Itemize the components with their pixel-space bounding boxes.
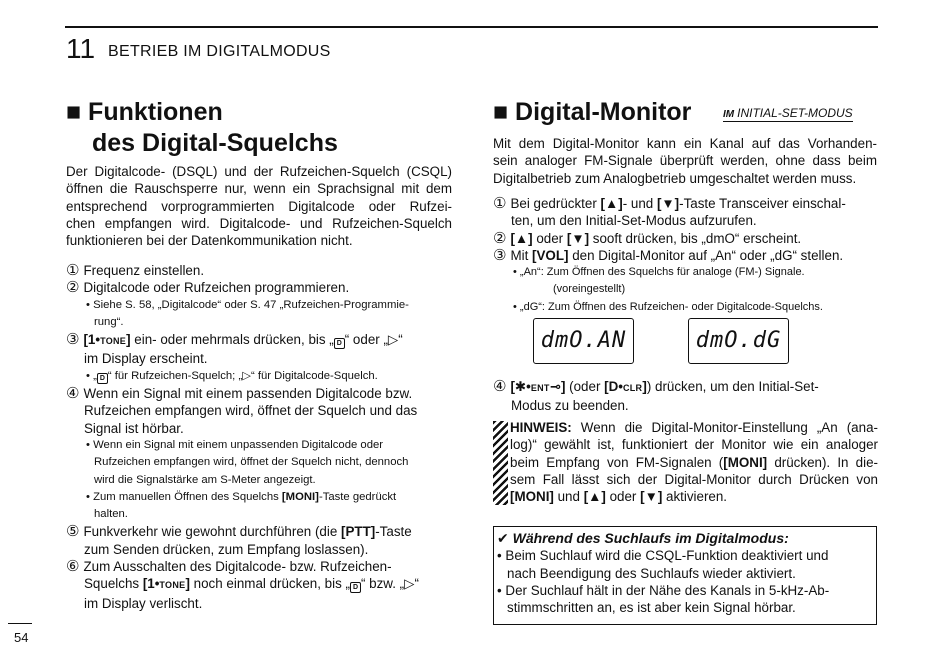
step-5-cont: zum Senden drücken, zum Empfang loslassen). xyxy=(84,541,369,557)
scan-info-bullet-cont: nach Beendigung des Suchlaufs wieder aktiviert. xyxy=(507,565,796,581)
lcd-display-dg: dmO.dG xyxy=(688,318,789,364)
left-intro-line: funktionieren bei der Datenkommunikation nicht. xyxy=(66,233,353,249)
speaker-icon: ▷ xyxy=(242,369,251,382)
header-rule xyxy=(65,26,878,28)
r-step-3-note-cont: (voreingestellt) xyxy=(553,283,626,296)
left-intro-line: öffnen die Rauschsperre nur, wenn ein Sprachsignal mit dem xyxy=(66,181,452,197)
right-intro-line: Digitalbetrieb zum Analogbetrieb umgeschaltet werden muss. xyxy=(493,170,857,186)
left-title-line2: des Digital-Squelchs xyxy=(92,129,338,157)
step-4-note: • Wenn ein Signal mit einem unpassenden Digitalcode oder xyxy=(86,438,384,451)
step-number: ① xyxy=(66,262,80,279)
r-step-1: ① Bei gedrückter [▲]- und [▼]-Taste Transceiver einschal- xyxy=(493,195,846,212)
scan-info-bullet: • Beim Suchlauf wird die CSQL-Funktion deaktiviert und xyxy=(497,548,829,564)
step-4-note-cont: wird die Signalstärke am S-Meter angezeigt. xyxy=(94,473,316,486)
step-6: ⑥ Zum Ausschalten des Digitalcode- bzw. Rufzeichen- xyxy=(66,558,392,576)
right-steps xyxy=(493,195,879,316)
scan-info-bullet-cont: stimmschritten an, es ist aber kein Signal hörbar. xyxy=(507,600,796,616)
scan-info-bullet: • Der Suchlauf hält in der Nähe des Kanals in 5-kHz-Ab- xyxy=(497,582,830,598)
page-number-rule xyxy=(8,623,32,624)
left-intro-line: Der Digitalcode- (DSQL) und der Rufzeichen-Squelch (CSQL) xyxy=(66,164,452,179)
r-step-2: ② [▲] oder [▼] sooft drücken, bis „dmO“ erscheint. xyxy=(493,229,802,247)
note-hatch-icon xyxy=(493,421,508,505)
step-1: ① Frequenz einstellen. xyxy=(66,262,205,279)
chapter-number: 11 xyxy=(66,33,96,64)
step-3-note: • „ D “ für Rufzeichen-Squelch; „▷“ für Digitalcode-Squelch. xyxy=(86,369,378,382)
scan-info-content xyxy=(497,530,873,616)
step-number: ⑤ xyxy=(66,523,80,541)
step-number: ① xyxy=(493,195,507,212)
r-step-3: ③ Mit [VOL] den Digital-Monitor auf „An“ oder „dG“ stellen. xyxy=(493,246,844,264)
step-3: ③ [1•TONE] ein- oder mehrmals drücken, bis „ D “ oder „▷“ xyxy=(66,331,403,349)
scan-info-title: ✔ Während des Suchlaufs im Digitalmodus: xyxy=(497,530,789,546)
step-3-cont: im Display erscheint. xyxy=(84,351,208,367)
step-number: ③ xyxy=(493,246,507,264)
step-4-cont: Rufzeichen empfangen wird, öffnet der Squelch und das xyxy=(84,403,418,419)
note-label: HINWEIS: xyxy=(510,420,572,435)
note: HINWEIS: Wenn die Digital-Monitor-Einstellung „An (ana- log)“ gewählt ist, funktioniert der Monitor wie ein analoger beim Empfang von FM-Signalen ([MONI] drücken). In die- sem Fall lässt sich der Digital-Monitor durch Drücken von [MONI] und [▲] oder [▼] aktivieren. xyxy=(510,420,878,505)
step-number: ⑥ xyxy=(66,558,80,576)
mode-tag: IM INITIAL-SET-MODUS xyxy=(723,106,853,120)
left-intro-line: entsprechend vorprogrammierten Digitalcode oder Rufzei- xyxy=(66,198,452,214)
right-title: ■ Digital-Monitor xyxy=(493,98,692,126)
step-6-cont: im Display verlischt. xyxy=(84,595,203,611)
step-6-cont: Squelchs [1•TONE] noch einmal drücken, bis „ D “ bzw. „▷“ xyxy=(84,576,419,592)
d-icon: D xyxy=(334,338,345,349)
step-5: ⑤ Funkverkehr wie gewohnt durchführen (die [PTT]-Taste xyxy=(66,523,412,541)
step-4: ④ Wenn ein Signal mit einem passenden Digitalcode bzw. xyxy=(66,385,413,403)
step-number: ③ xyxy=(66,331,80,349)
r-step-1-cont: ten, um den Initial-Set-Modus aufzurufen. xyxy=(511,213,757,229)
left-title-line1: ■ Funktionen xyxy=(66,98,223,126)
step-4-cont: Signal ist hörbar. xyxy=(84,420,184,436)
left-steps xyxy=(66,262,452,612)
step-4-note-2: • Zum manuellen Öffnen des Squelchs [MONI]-Taste gedrückt xyxy=(86,490,397,503)
r-step-4-cont: Modus zu beenden. xyxy=(511,398,629,414)
speaker-icon: ▷ xyxy=(387,332,399,348)
d-icon: D xyxy=(350,582,361,593)
lcd-display-an: dmO.AN xyxy=(533,318,634,364)
left-intro-line: chen empfangen wird. Digitalcode- und Rufzeichen-Squelch xyxy=(66,215,452,231)
d-icon: D xyxy=(97,373,108,384)
step-number: ② xyxy=(66,279,80,297)
speaker-icon: ▷ xyxy=(404,576,415,592)
step-number: ④ xyxy=(493,378,507,395)
r-step-3-note: • „An“: Zum Öffnen des Squelchs für analoge (FM-) Signale. xyxy=(513,266,805,279)
page-number: 54 xyxy=(14,630,29,645)
step-2-note-cont: rung“. xyxy=(94,315,124,328)
step-2: ② Digitalcode oder Rufzeichen programmieren. xyxy=(66,279,350,297)
right-intro-line: Mit dem Digital-Monitor kann ein Kanal auf das Vorhanden- xyxy=(493,136,877,151)
step-number: ④ xyxy=(66,385,80,403)
r-step-4: ④ [✱•ENT⊸] (oder [D•CLR]) drücken, um den Initial-Set- Modus zu beenden. xyxy=(493,378,879,415)
step-number: ② xyxy=(493,229,507,247)
right-intro-line: sein analoger FM-Signale überprüft werden, ohne dass beim xyxy=(493,153,877,169)
step-4-note-cont: Rufzeichen empfangen wird, öffnet der Squelch nicht, dennoch xyxy=(94,456,409,469)
chapter-title: BETRIEB IM DIGITALMODUS xyxy=(108,43,331,60)
step-2-note: • Siehe S. 58, „Digitalcode“ oder S. 47 „Rufzeichen-Programmie- xyxy=(86,298,409,311)
step-4-note-2-cont: halten. xyxy=(94,508,128,521)
r-step-3-note-2: • „dG“: Zum Öffnen des Rufzeichen- oder Digitalcode-Squelchs. xyxy=(513,300,823,313)
left-intro xyxy=(66,163,452,249)
right-intro xyxy=(493,135,877,187)
